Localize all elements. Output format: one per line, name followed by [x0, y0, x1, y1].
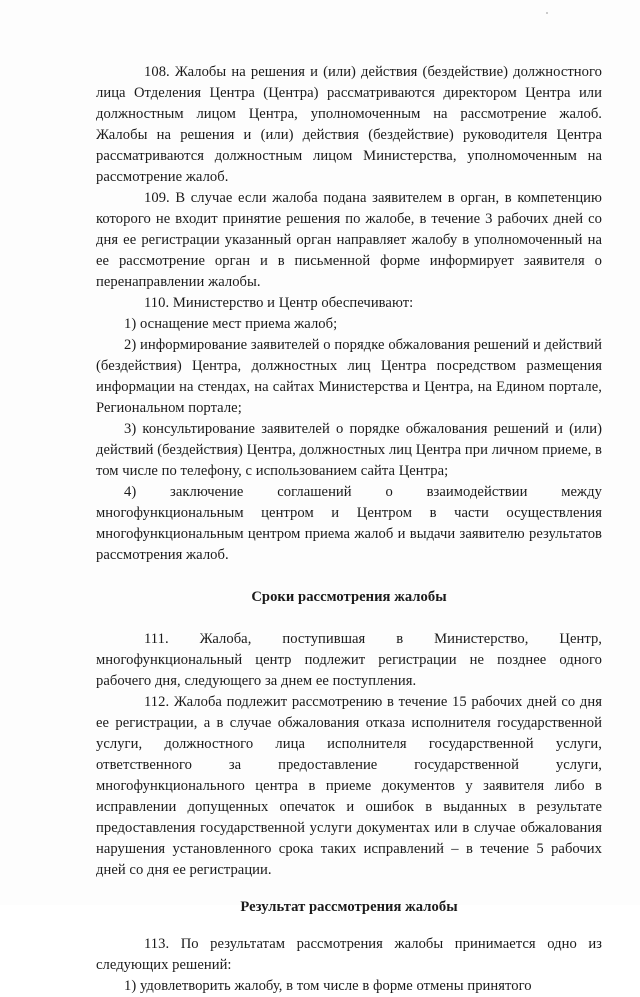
paragraph-109: 109. В случае если жалоба подана заявителем в орган, в компетенцию которого не входит принятие решения по жалобе, в течение 3 рабочих дней со дня ее регистрации указанный орган направляет жалобу в уполномоченный на ее рассмотрение орган и в письменной форме информирует заявителя о перенаправлении жалобы. — [96, 190, 602, 290]
list-item-110-4: 4) заключение соглашений о взаимодействии между многофункциональным центром и Центром в части осуществления многофункциональным центром приема жалоб и выдачи заявителю результатов рассмотрения жалоб. — [96, 484, 602, 563]
spacer — [96, 566, 602, 587]
section-heading-terms: Сроки рассмотрения жалобы — [251, 589, 447, 605]
list-item-110-1: 1) оснащение мест приема жалоб; — [124, 316, 338, 332]
list-item-113-1: 1) удовлетворить жалобу, в том числе в форме отмены принятого — [124, 978, 532, 994]
section-heading-result: Результат рассмотрения жалобы — [240, 899, 458, 915]
paragraph-108: 108. Жалобы на решения и (или) действия (бездействие) должностного лица Отделения Центра (Центра) рассматриваются директором Центра или должностным лицом Центра, уполномоченным на рассмотрение жалоб. Жалобы на решения и (или) действия (бездействие) руководителя Центра рассматриваются должностным лицом Министерства, уполномоченным на рассмотрение жалоб. — [96, 64, 602, 185]
list-item-110-3: 3) консультирование заявителей о порядке обжалования решений и (или) действий (бездействия) Центра, должностных лиц Центра при личном приеме, в том числе по телефону, с использованием сайта Центра; — [96, 421, 602, 479]
spacer — [96, 608, 602, 629]
list-item-110-2: 2) информирование заявителей о порядке обжалования решений и действий (бездействия) Центра, должностных лиц Центра посредством размещения информации на стендах, на сайтах Министерства и Центра, на Едином портале, Региональном портале; — [96, 337, 602, 416]
paragraph-111: 111. Жалоба, поступившая в Министерство, Центр, многофункциональный центр подлежит регистрации не позднее одного рабочего дня, следующего за днем ее поступления. — [96, 631, 602, 689]
document-body — [96, 62, 602, 997]
paragraph-113: 113. По результатам рассмотрения жалобы принимается одно из следующих решений: — [96, 936, 602, 973]
paragraph-110: 110. Министерство и Центр обеспечивают: — [144, 295, 414, 311]
spacer — [96, 918, 602, 934]
scan-speck — [546, 12, 548, 14]
paragraph-112: 112. Жалоба подлежит рассмотрению в течение 15 рабочих дней со дня ее регистрации, а в случае обжалования отказа исполнителя государственной услуги, должностного лица исполнителя государственной услуги, ответственного за предоставление государственной услуги, многофункционального центра в приеме документов у заявителя либо в исправлении допущенных опечаток и ошибок в выданных в результате предоставления государственной услуги документах или в случае обжалования нарушения установленного срока таких исправлений – в течение 5 рабочих дней со дня ее регистрации. — [96, 694, 602, 878]
spacer — [96, 881, 602, 897]
